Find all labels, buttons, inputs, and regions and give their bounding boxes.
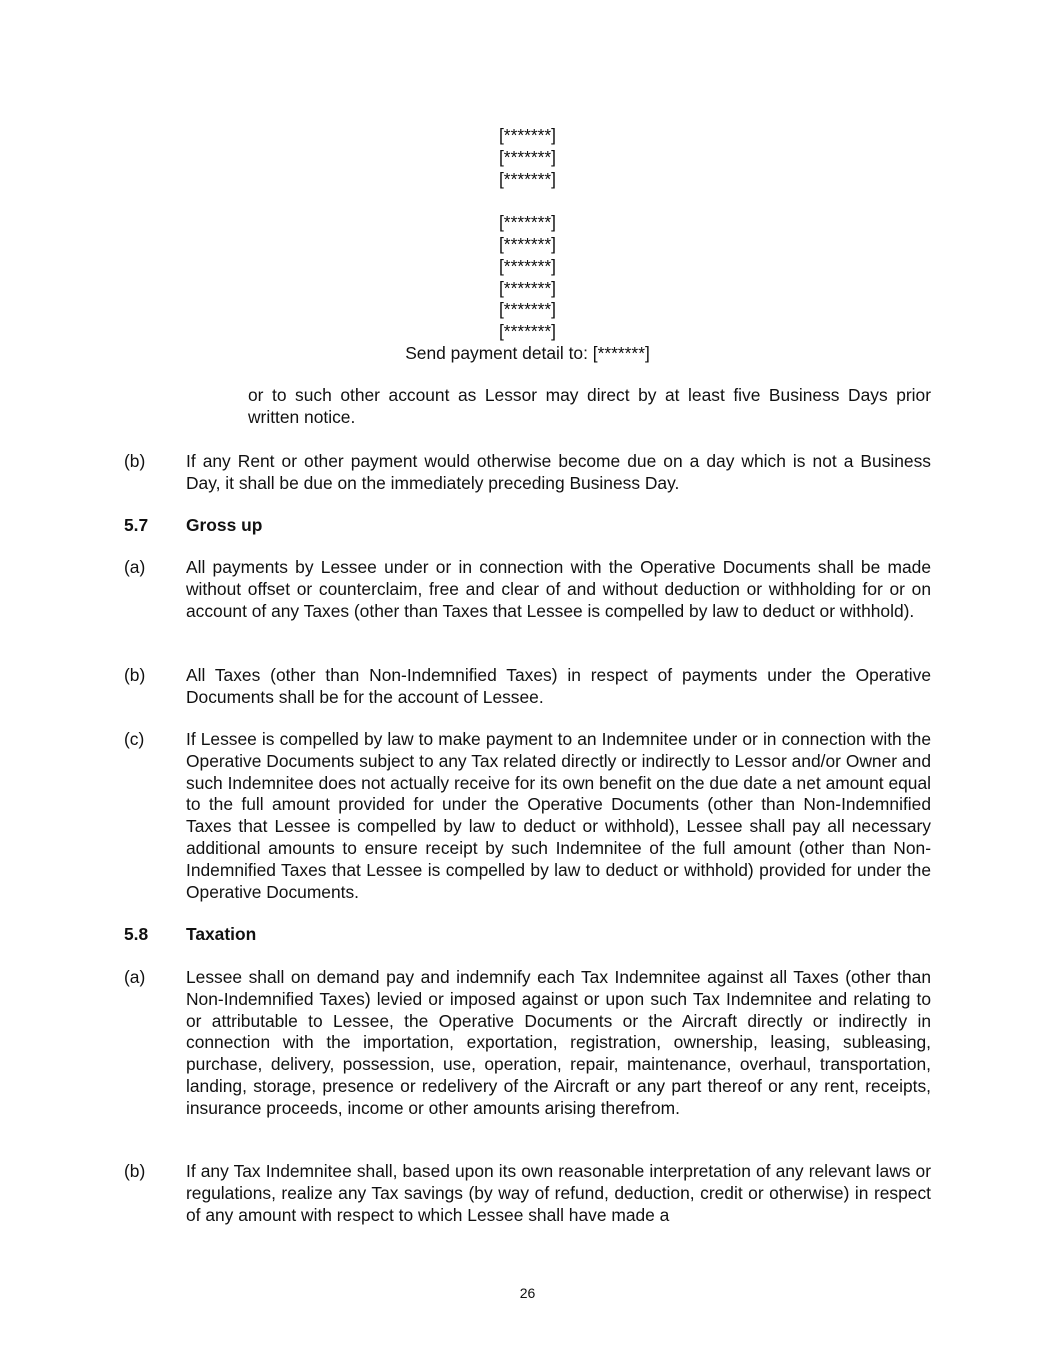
section-number: 5.7 bbox=[124, 515, 149, 535]
redacted-line: [*******] bbox=[498, 277, 557, 298]
redacted-line: [*******] bbox=[498, 146, 557, 167]
section-5-8-item-b bbox=[124, 1161, 931, 1226]
account-note: or to such other account as Lessor may direct by at least five Business Days prior written notice. bbox=[248, 385, 931, 427]
spacer bbox=[0, 190, 1055, 212]
section-5-7-item-a bbox=[124, 557, 931, 622]
payment-details-block bbox=[0, 125, 1055, 365]
item-text: If Lessee is compelled by law to make payment to an Indemnitee under or in connection with the Operative Documents subject to any Tax related directly or indirectly to Lessor and/or Owner and such Indemnitee does not actually receive for its own benefit on the due date a net amount equal to the full amount provided for under the Operative Documents (other than Non-Indemnified Taxes that Lessee is compelled by law to deduct or withhold), Lessee shall pay all necessary additional amounts to ensure receipt by such Indemnitee of the full amount (other than Non-Indemnified Taxes that Lessee is compelled by law to deduct or withhold) provided for under the Operative Documents. bbox=[186, 729, 931, 902]
redacted-line: [*******] bbox=[498, 233, 557, 254]
redacted-line: [*******] bbox=[498, 125, 557, 145]
redacted-line: [*******] bbox=[498, 299, 557, 320]
item-label: (a) bbox=[124, 557, 146, 577]
section-number: 5.8 bbox=[124, 924, 149, 944]
section-5-7-item-c bbox=[124, 729, 931, 903]
send-payment-line: Send payment detail to: [*******] bbox=[405, 342, 650, 363]
redacted-line: [*******] bbox=[498, 212, 557, 233]
item-label: (b) bbox=[124, 665, 146, 685]
section-5-7-item-b bbox=[124, 665, 931, 709]
item-label: (b) bbox=[124, 1161, 146, 1181]
section-title: Taxation bbox=[186, 924, 257, 944]
page-number: 26 bbox=[519, 1285, 536, 1301]
item-label: (b) bbox=[124, 451, 146, 471]
item-text: If any Rent or other payment would otherwise become due on a day which is not a Business Day, it shall be due on the immediately preceding Business Day. bbox=[186, 451, 931, 493]
item-label: (c) bbox=[124, 729, 145, 749]
item-text: All Taxes (other than Non-Indemnified Taxes) in respect of payments under the Operative Documents shall be for the account of Lessee. bbox=[186, 665, 931, 707]
item-text: All payments by Lessee under or in connection with the Operative Documents shall be made without offset or counterclaim, free and clear of and without deduction or withholding for or on account of any Taxes (other than Taxes that Lessee is compelled by law to deduct or withhold). bbox=[186, 557, 931, 621]
item-label: (a) bbox=[124, 967, 146, 987]
redacted-line: [*******] bbox=[498, 168, 557, 189]
redacted-line: [*******] bbox=[498, 255, 557, 276]
section-title: Gross up bbox=[186, 515, 263, 535]
section-5-8-item-a bbox=[124, 967, 931, 1120]
redacted-line: [*******] bbox=[498, 321, 557, 342]
item-text: Lessee shall on demand pay and indemnify each Tax Indemnitee against all Taxes (other than Non-Indemnified Taxes) levied or imposed against or upon such Tax Indemnitee and relating to or attributable to Lessee, the Operative Documents or the Aircraft directly or indirectly in connection with the importation, exportation, registration, ownership, leasing, subleasing, purchase, delivery, possession, use, operation, repair, maintenance, overhaul, transportation, landing, storage, presence or redelivery of the Aircraft or any part thereof or any rent, receipts, insurance proceeds, income or other amounts arising therefrom. bbox=[186, 967, 931, 1118]
item-text: If any Tax Indemnitee shall, based upon its own reasonable interpretation of any relevant laws or regulations, realize any Tax savings (by way of refund, deduction, credit or otherwise) in respect of any amount with respect to which Lessee shall have made a bbox=[186, 1161, 931, 1225]
item-business-day bbox=[124, 451, 931, 495]
